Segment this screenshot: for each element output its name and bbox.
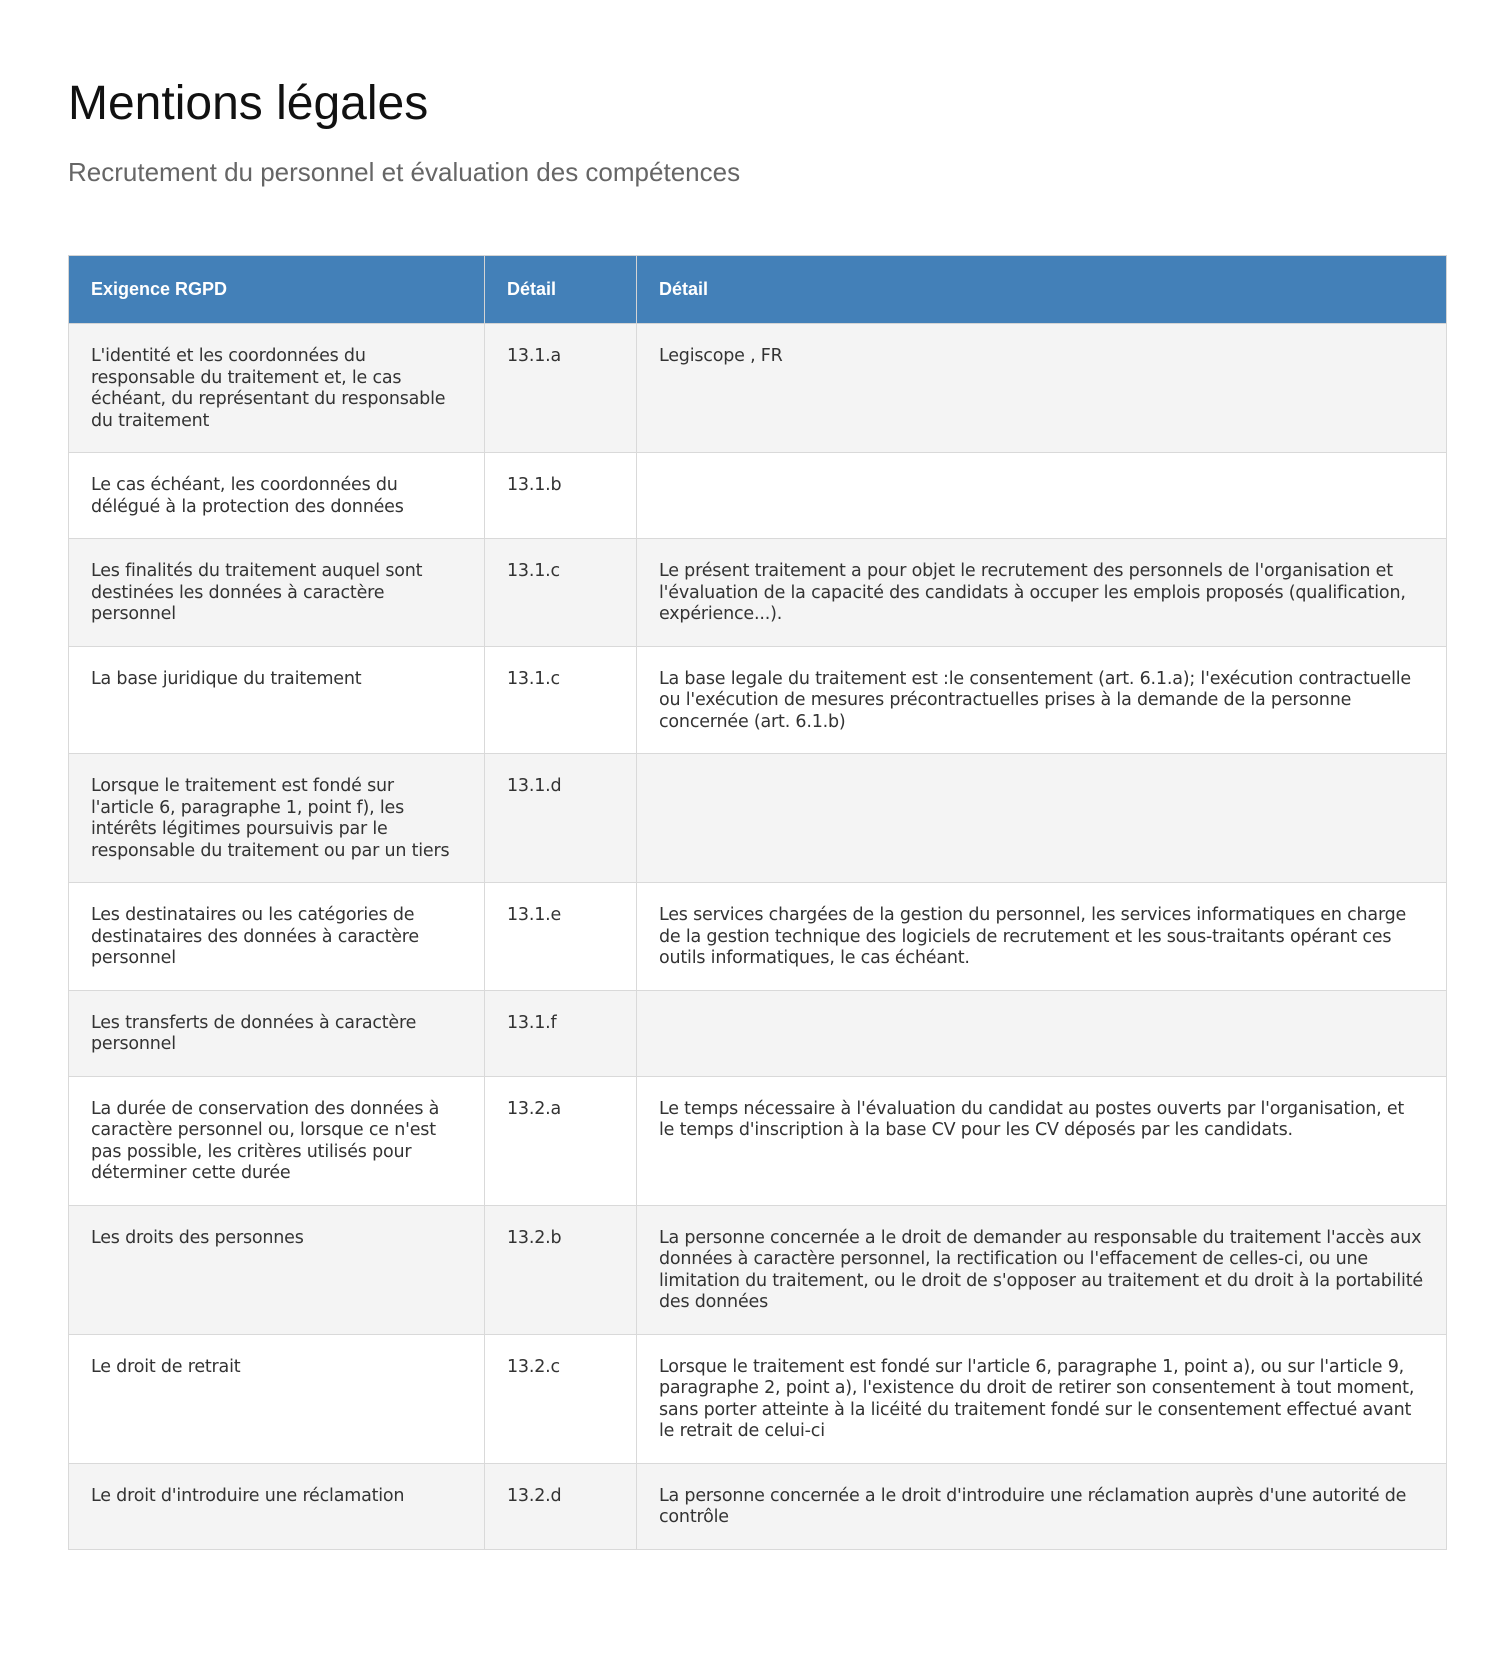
reference-cell: 13.1.b bbox=[485, 453, 637, 539]
requirement-cell: Lorsque le traitement est fondé sur l'article 6, paragraphe 1, point f), les intérêts légitimes poursuivis par le responsable du traitement ou par un tiers bbox=[69, 754, 485, 883]
requirement-cell: Les finalités du traitement auquel sont destinées les données à caractère personnel bbox=[69, 539, 485, 647]
table-row bbox=[69, 453, 1447, 539]
gdpr-requirements-table bbox=[68, 255, 1447, 1550]
column-header-detail: Détail bbox=[637, 256, 1447, 324]
table-header-row bbox=[69, 256, 1447, 324]
requirement-cell: Le droit d'introduire une réclamation bbox=[69, 1463, 485, 1549]
detail-cell bbox=[637, 453, 1447, 539]
requirement-cell: La base juridique du traitement bbox=[69, 646, 485, 754]
page-subtitle: Recrutement du personnel et évaluation des compétences bbox=[68, 157, 741, 187]
column-header-reference: Détail bbox=[485, 256, 637, 324]
detail-cell bbox=[637, 990, 1447, 1076]
table-row bbox=[69, 1463, 1447, 1549]
reference-cell: 13.1.f bbox=[485, 990, 637, 1076]
requirement-cell: Les destinataires ou les catégories de destinataires des données à caractère personnel bbox=[69, 883, 485, 991]
table-row bbox=[69, 646, 1447, 754]
requirement-cell: Les transferts de données à caractère personnel bbox=[69, 990, 485, 1076]
table-row bbox=[69, 324, 1447, 453]
detail-cell: Le présent traitement a pour objet le recrutement des personnels de l'organisation et l'évaluation de la capacité des candidats à occuper les emplois proposés (qualification, expérience...). bbox=[637, 539, 1447, 647]
reference-cell: 13.1.e bbox=[485, 883, 637, 991]
table-row bbox=[69, 754, 1447, 883]
detail-cell: La personne concernée a le droit d'introduire une réclamation auprès d'une autorité de contrôle bbox=[637, 1463, 1447, 1549]
reference-cell: 13.2.d bbox=[485, 1463, 637, 1549]
reference-cell: 13.1.d bbox=[485, 754, 637, 883]
reference-cell: 13.1.a bbox=[485, 324, 637, 453]
table-row bbox=[69, 539, 1447, 647]
detail-cell: Les services chargées de la gestion du personnel, les services informatiques en charge de la gestion technique des logiciels de recrutement et les sous-traitants opérant ces outils informatiques, le cas échéant. bbox=[637, 883, 1447, 991]
table-row bbox=[69, 883, 1447, 991]
requirement-cell: La durée de conservation des données à caractère personnel ou, lorsque ce n'est pas possible, les critères utilisés pour déterminer cette durée bbox=[69, 1076, 485, 1205]
detail-cell: La personne concernée a le droit de demander au responsable du traitement l'accès aux données à caractère personnel, la rectification ou l'effacement de celles-ci, ou une limitation du traitement, ou le droit de s'opposer au traitement et du droit à la portabilité des données bbox=[637, 1205, 1447, 1334]
reference-cell: 13.2.c bbox=[485, 1334, 637, 1463]
table-row bbox=[69, 1334, 1447, 1463]
reference-cell: 13.2.a bbox=[485, 1076, 637, 1205]
detail-cell: Lorsque le traitement est fondé sur l'article 6, paragraphe 1, point a), ou sur l'article 9, paragraphe 2, point a), l'existence du droit de retirer son consentement à tout moment, sans porter atteinte à la licéité du traitement fondé sur le consentement effectué avant le retrait de celui-ci bbox=[637, 1334, 1447, 1463]
column-header-requirement: Exigence RGPD bbox=[69, 256, 485, 324]
table-row bbox=[69, 1076, 1447, 1205]
requirement-cell: Le cas échéant, les coordonnées du délégué à la protection des données bbox=[69, 453, 485, 539]
table-row bbox=[69, 990, 1447, 1076]
reference-cell: 13.1.c bbox=[485, 539, 637, 647]
requirement-cell: Les droits des personnes bbox=[69, 1205, 485, 1334]
detail-cell: Legiscope , FR bbox=[637, 324, 1447, 453]
table-row bbox=[69, 1205, 1447, 1334]
page-title: Mentions légales bbox=[68, 77, 429, 130]
detail-cell: Le temps nécessaire à l'évaluation du candidat au postes ouverts par l'organisation, et le temps d'inscription à la base CV pour les CV déposés par les candidats. bbox=[637, 1076, 1447, 1205]
requirement-cell: L'identité et les coordonnées du responsable du traitement et, le cas échéant, du représentant du responsable du traitement bbox=[69, 324, 485, 453]
requirement-cell: Le droit de retrait bbox=[69, 1334, 485, 1463]
reference-cell: 13.2.b bbox=[485, 1205, 637, 1334]
detail-cell bbox=[637, 754, 1447, 883]
detail-cell: La base legale du traitement est :le consentement (art. 6.1.a); l'exécution contractuelle ou l'exécution de mesures précontractuelles prises à la demande de la personne concernée (art. 6.1.b) bbox=[637, 646, 1447, 754]
reference-cell: 13.1.c bbox=[485, 646, 637, 754]
